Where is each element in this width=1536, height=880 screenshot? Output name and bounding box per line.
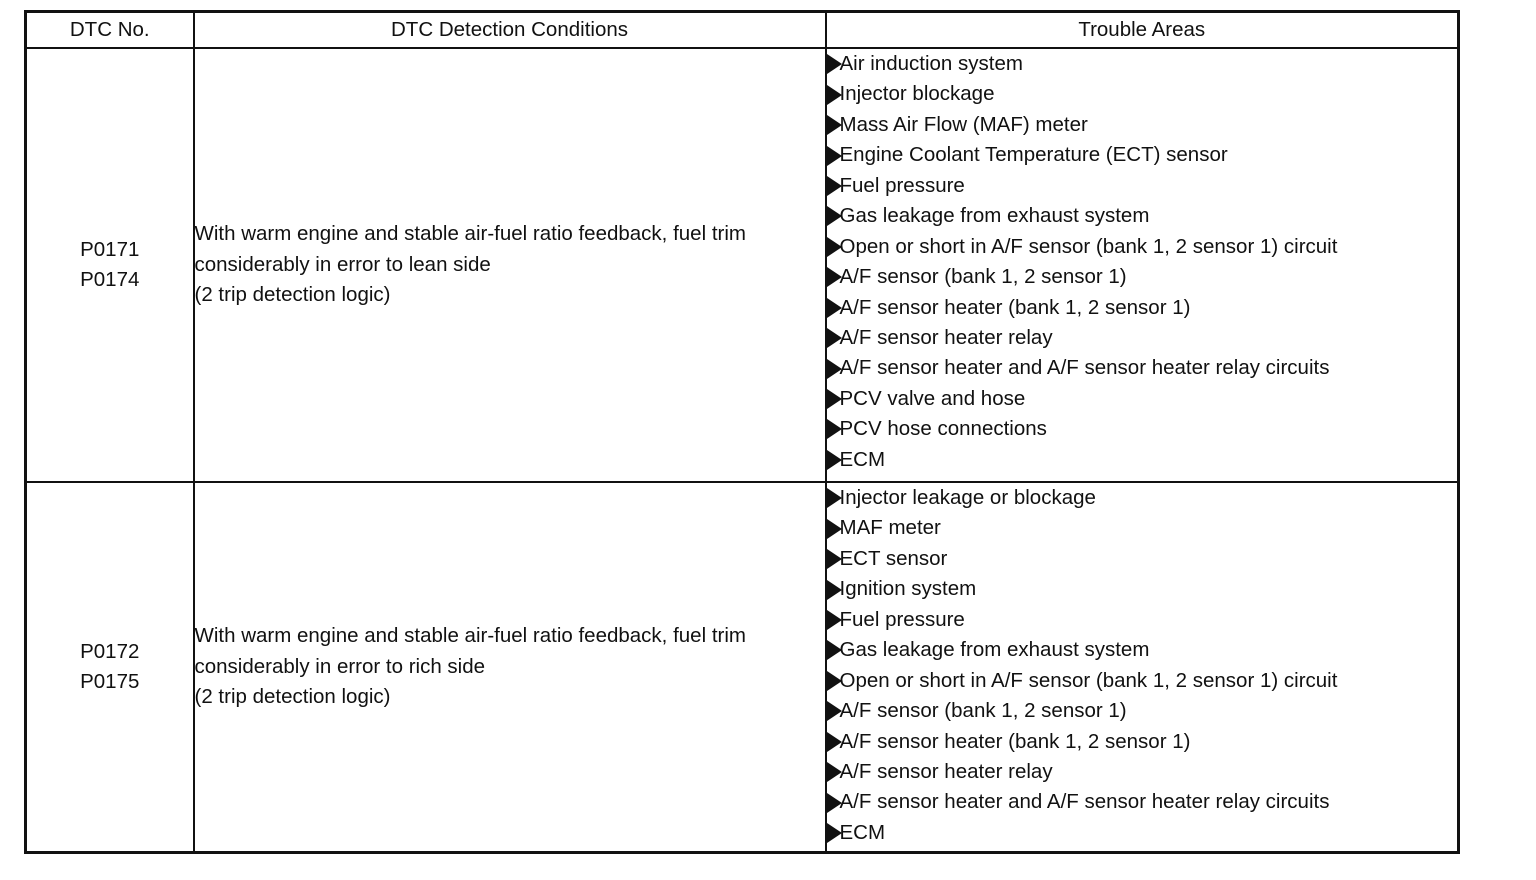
list-item <box>827 201 1458 231</box>
trouble-area-text: Engine Coolant Temperature (ECT) sensor <box>839 143 1228 167</box>
dtc-code-cell <box>26 48 194 482</box>
trouble-area-text: A/F sensor heater (bank 1, 2 sensor 1) <box>839 729 1191 753</box>
trouble-area-text: Mass Air Flow (MAF) meter <box>839 112 1088 136</box>
condition-line: With warm engine and stable air-fuel ratio feedback, fuel trim <box>194 222 746 246</box>
trouble-area-text: Injector leakage or blockage <box>839 486 1096 509</box>
list-item <box>827 544 1458 574</box>
trouble-area-text: A/F sensor heater relay <box>839 325 1053 349</box>
list-item <box>827 414 1458 444</box>
trouble-area-text: PCV valve and hose <box>839 386 1026 410</box>
trouble-area-text: ECM <box>839 820 886 844</box>
list-item <box>827 635 1458 665</box>
header-detection-conditions: DTC Detection Conditions <box>194 12 826 49</box>
trouble-areas-list <box>827 483 1458 848</box>
trouble-area-text: Gas leakage from exhaust system <box>839 638 1150 662</box>
list-item <box>827 727 1458 757</box>
table-row <box>26 482 1459 853</box>
trouble-area-text: ECT sensor <box>839 546 948 570</box>
dtc-code: P0171 <box>80 237 140 261</box>
list-item <box>827 384 1458 414</box>
list-item <box>827 445 1458 475</box>
list-item <box>827 79 1458 109</box>
trouble-areas-cell <box>826 482 1459 853</box>
trouble-area-text: A/F sensor heater relay <box>839 759 1053 783</box>
list-item <box>827 483 1458 513</box>
trouble-area-text: Ignition system <box>839 577 977 601</box>
list-item <box>827 513 1458 543</box>
condition-line: considerably in error to lean side <box>194 252 491 276</box>
trouble-areas-cell <box>826 48 1459 482</box>
list-item <box>827 787 1458 817</box>
list-item <box>827 140 1458 170</box>
list-item <box>827 262 1458 292</box>
trouble-area-text: A/F sensor heater and A/F sensor heater relay circuits <box>839 790 1330 814</box>
condition-line: (2 trip detection logic) <box>194 685 391 709</box>
dtc-code: P0172 <box>80 639 140 663</box>
list-item <box>827 323 1458 353</box>
trouble-area-text: Injector blockage <box>839 82 995 106</box>
list-item <box>827 574 1458 604</box>
list-item <box>827 696 1458 726</box>
dtc-table <box>24 10 1460 854</box>
trouble-area-text: Open or short in A/F sensor (bank 1, 2 sensor 1) circuit <box>839 668 1338 692</box>
list-item <box>827 353 1458 383</box>
trouble-area-text: A/F sensor heater (bank 1, 2 sensor 1) <box>839 295 1191 319</box>
trouble-area-text: PCV hose connections <box>839 417 1047 441</box>
header-trouble-areas: Trouble Areas <box>826 12 1459 49</box>
header-dtc-no: DTC No. <box>26 12 194 49</box>
list-item <box>827 757 1458 787</box>
trouble-area-text: Air induction system <box>839 52 1023 75</box>
trouble-area-text: Fuel pressure <box>839 173 965 197</box>
dtc-code: P0174 <box>80 268 140 291</box>
trouble-area-text: ECM <box>839 447 886 471</box>
header-row <box>26 12 1459 49</box>
trouble-area-text: MAF meter <box>839 516 941 540</box>
condition-line: (2 trip detection logic) <box>194 283 391 307</box>
trouble-area-text: A/F sensor (bank 1, 2 sensor 1) <box>839 265 1127 289</box>
condition-line: With warm engine and stable air-fuel ratio feedback, fuel trim <box>194 624 746 648</box>
table-row <box>26 48 1459 482</box>
list-item <box>827 49 1458 79</box>
trouble-area-text: Fuel pressure <box>839 607 965 631</box>
list-item <box>827 293 1458 323</box>
list-item <box>827 666 1458 696</box>
trouble-area-text: A/F sensor (bank 1, 2 sensor 1) <box>839 699 1127 723</box>
list-item <box>827 171 1458 201</box>
detection-condition-cell <box>194 48 826 482</box>
trouble-area-text: Gas leakage from exhaust system <box>839 204 1150 228</box>
list-item <box>827 818 1458 848</box>
dtc-code: P0175 <box>80 670 140 693</box>
list-item <box>827 232 1458 262</box>
list-item <box>827 605 1458 635</box>
trouble-area-text: A/F sensor heater and A/F sensor heater relay circuits <box>839 356 1330 380</box>
trouble-areas-list <box>827 49 1458 475</box>
trouble-area-text: Open or short in A/F sensor (bank 1, 2 sensor 1) circuit <box>839 234 1338 258</box>
dtc-code-cell <box>26 482 194 853</box>
condition-line: considerably in error to rich side <box>194 654 486 678</box>
list-item <box>827 110 1458 140</box>
detection-condition-cell <box>194 482 826 853</box>
